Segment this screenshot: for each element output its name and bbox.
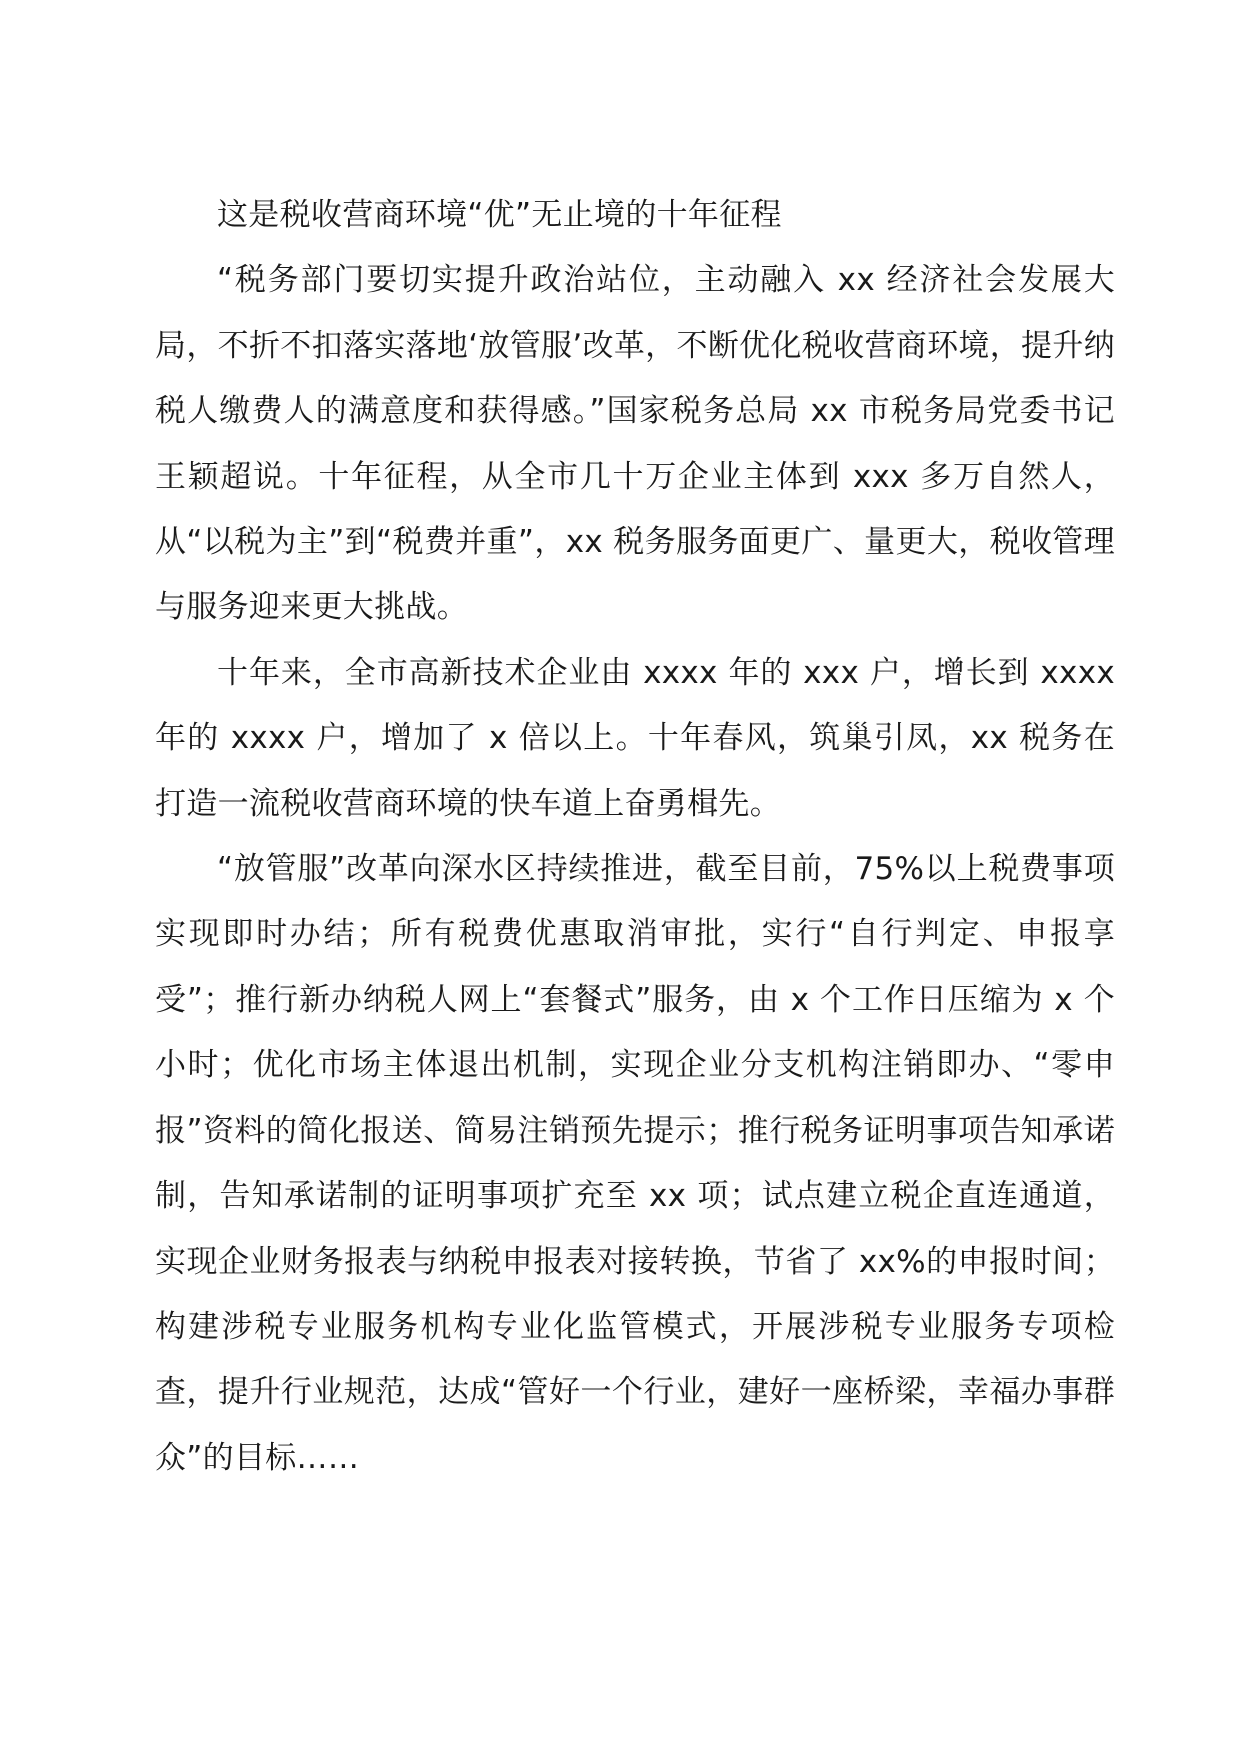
document-page [155, 183, 1115, 1491]
paragraph-2: 十年来，全市高新技术企业由 xxxx 年的 xxx 户，增长到 xxxx 年的 xxxx 户，增加了 x 倍以上。十年春风，筑巢引凤，xx 税务在打造一流税收营商环境的快车道上奋勇楫先。 [155, 654, 1115, 822]
document-heading: 这是税收营商环境“优”无止境的十年征程 [217, 197, 782, 233]
paragraph-1: “税务部门要切实提升政治站位，主动融入 xx 经济社会发展大局，不折不扣落实落地‘放管服’改革，不断优化税收营商环境，提升纳税人缴费人的满意度和获得感。”国家税务总局 xx 市税务局党委书记王颖超说。十年征程，从全市几十万企业主体到 xxx 多万自然人，从“以税为主”到“税费并重”，xx 税务服务面更广、量更大，税收管理与服务迎来更大挑战。 [155, 262, 1115, 626]
paragraph-3: “放管服”改革向深水区持续推进，截至目前，75%以上税费事项实现即时办结；所有税费优惠取消审批，实行“自行判定、申报享受”；推行新办纳税人网上“套餐式”服务，由 x 个工作日压缩为 x 个小时；优化市场主体退出机制，实现企业分支机构注销即办、“零申报”资料的简化报送、简易注销预先提示；推行税务证明事项告知承诺制，告知承诺制的证明事项扩充至 xx 项；试点建立税企直连通道，实现企业财务报表与纳税申报表对接转换，节省了 xx%的申报时间；构建涉税专业服务机构专业化监管模式，开展涉税专业服务专项检查，提升行业规范，达成“管好一个行业，建好一座桥梁，幸福办事群众”的目标…… [155, 851, 1115, 1476]
